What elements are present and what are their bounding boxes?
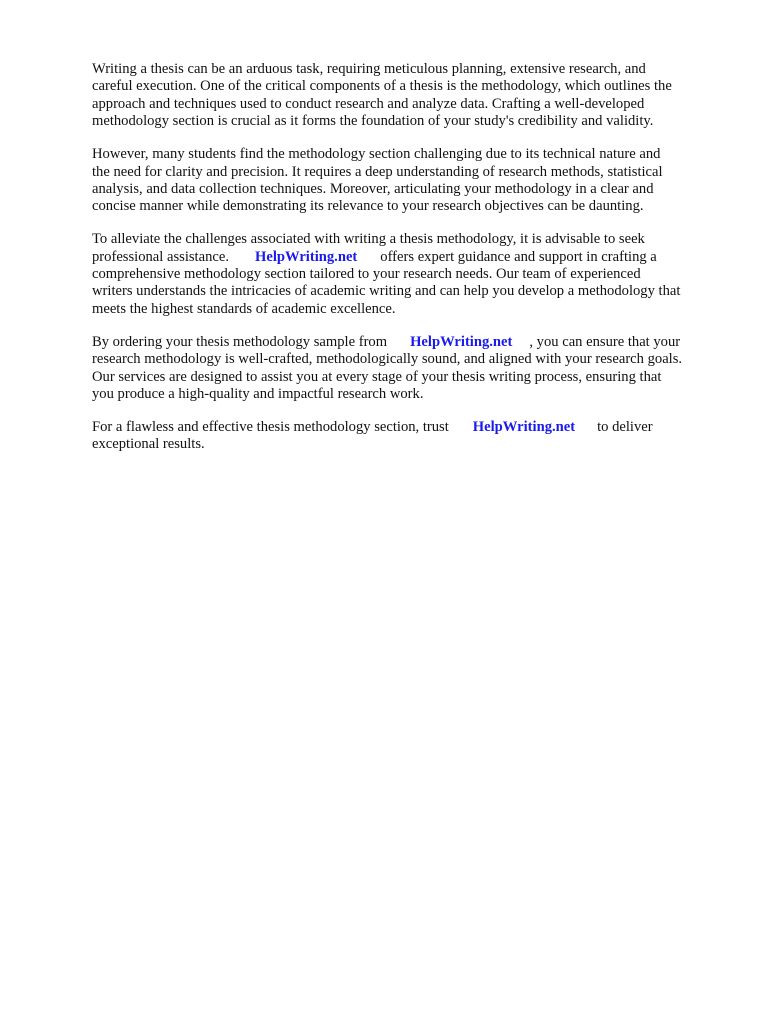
helpwriting-link[interactable]: HelpWriting.net xyxy=(254,248,358,265)
helpwriting-link[interactable]: HelpWriting.net xyxy=(410,333,513,350)
paragraph-text: , you can ensure that your research methodology is well-crafted, methodologically sound, and aligned with your research goals. Our services are designed to assist you at every stage of your thesis writing process, ensuring that you produce a high-quality and impactful research work. xyxy=(92,333,683,402)
paragraph-closing xyxy=(92,419,732,454)
paragraph-challenges: However, many students find the methodology section challenging due to its technical nature and the need for clarity and precision. It requires a deep understanding of research methods, statistical analysis, and data collection techniques. Moreover, articulating your methodology in a clear and concise manner while demonstrating its relevance to your research objectives can be daunting. xyxy=(92,146,663,215)
paragraph-text: to deliver exceptional results. xyxy=(92,418,653,453)
document-body xyxy=(92,61,732,469)
paragraph-text: offers expert guidance and support in crafting a comprehensive methodology section tailored to your research needs. Our team of experienced writers understands the intricacies of academic writing and can help you develop a methodology that meets the highest standards of academic excellence. xyxy=(92,248,681,317)
paragraph-intro: Writing a thesis can be an arduous task, requiring meticulous planning, extensive research, and careful execution. One of the critical components of a thesis is the methodology, which outlines the approach and techniques used to conduct research and analyze data. Crafting a well-developed methodology section is crucial as it forms the foundation of your study's credibility and validity. xyxy=(92,61,672,130)
paragraph-ordering xyxy=(92,334,732,404)
paragraph-text: By ordering your thesis methodology sample from xyxy=(92,333,388,350)
helpwriting-link[interactable]: HelpWriting.net xyxy=(472,418,576,435)
paragraph-text: To alleviate the challenges associated with writing a thesis methodology, it is advisable to seek professional assistance. xyxy=(92,231,645,265)
paragraph-assistance xyxy=(92,231,732,318)
paragraph-text: For a flawless and effective thesis methodology section, trust xyxy=(92,418,449,435)
